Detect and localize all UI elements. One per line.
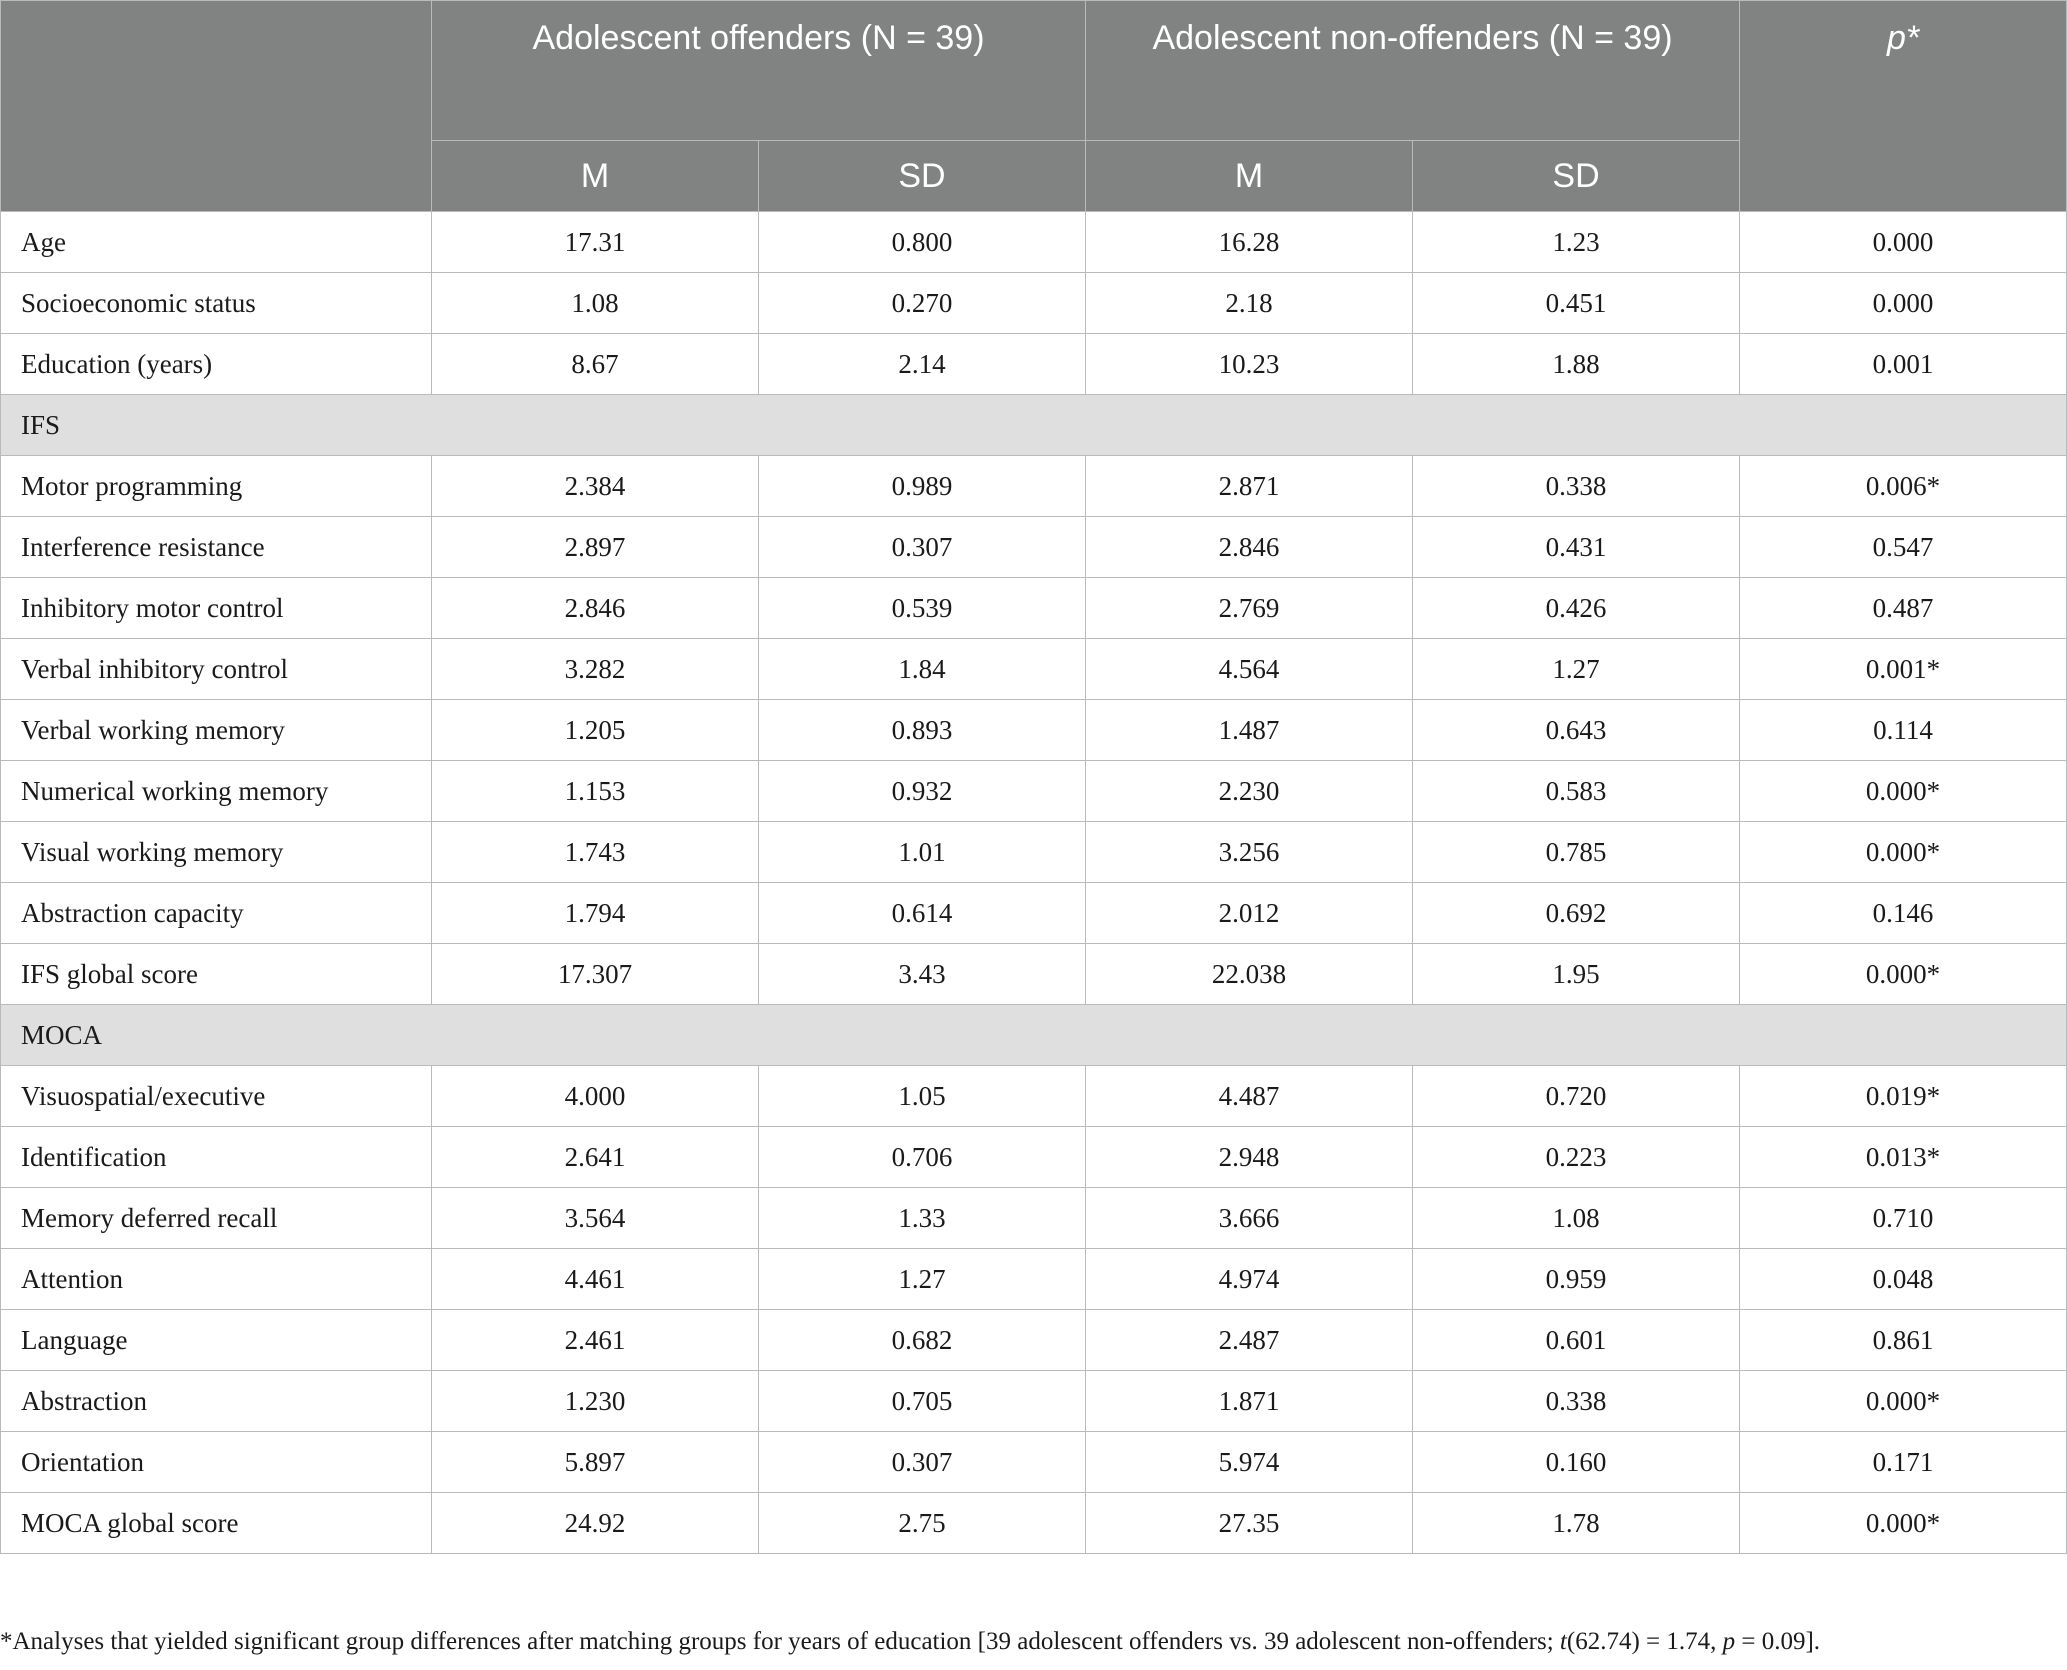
- header-offenders: Adolescent offenders (N = 39): [432, 1, 1086, 141]
- offenders-mean-cell: 1.205: [432, 700, 759, 761]
- table-row: [1, 1249, 2067, 1310]
- table-row: [1, 761, 2067, 822]
- non-offenders-mean-cell: 3.666: [1086, 1188, 1413, 1249]
- non-offenders-sd-cell: 0.583: [1413, 761, 1740, 822]
- offenders-mean-cell: 24.92: [432, 1493, 759, 1554]
- row-label: Visuospatial/executive: [1, 1066, 432, 1127]
- non-offenders-mean-cell: 5.974: [1086, 1432, 1413, 1493]
- non-offenders-mean-cell: 2.012: [1086, 883, 1413, 944]
- offenders-mean-cell: 2.641: [432, 1127, 759, 1188]
- header-p-value: p*: [1740, 1, 2067, 212]
- row-label: Attention: [1, 1249, 432, 1310]
- non-offenders-sd-cell: 0.451: [1413, 273, 1740, 334]
- header-non-offenders-sd: SD: [1413, 141, 1740, 212]
- non-offenders-sd-cell: 0.160: [1413, 1432, 1740, 1493]
- row-label: IFS global score: [1, 944, 432, 1005]
- row-label: MOCA global score: [1, 1493, 432, 1554]
- table-row: [1, 1310, 2067, 1371]
- offenders-sd-cell: 1.33: [759, 1188, 1086, 1249]
- non-offenders-mean-cell: 10.23: [1086, 334, 1413, 395]
- offenders-sd-cell: 1.01: [759, 822, 1086, 883]
- p-value-cell: 0.114: [1740, 700, 2067, 761]
- offenders-sd-cell: 0.893: [759, 700, 1086, 761]
- row-label: Numerical working memory: [1, 761, 432, 822]
- table-body: [1, 212, 2067, 1554]
- non-offenders-sd-cell: 1.08: [1413, 1188, 1740, 1249]
- table-row: [1, 1066, 2067, 1127]
- non-offenders-mean-cell: 2.948: [1086, 1127, 1413, 1188]
- offenders-mean-cell: 2.897: [432, 517, 759, 578]
- non-offenders-sd-cell: 0.643: [1413, 700, 1740, 761]
- table-row: [1, 456, 2067, 517]
- offenders-mean-cell: 1.153: [432, 761, 759, 822]
- offenders-mean-cell: 1.230: [432, 1371, 759, 1432]
- table-row: [1, 517, 2067, 578]
- section-row: [1, 1005, 2067, 1066]
- table-row: [1, 273, 2067, 334]
- non-offenders-sd-cell: 0.720: [1413, 1066, 1740, 1127]
- non-offenders-sd-cell: 0.426: [1413, 578, 1740, 639]
- row-label: Identification: [1, 1127, 432, 1188]
- table-row: [1, 212, 2067, 273]
- offenders-sd-cell: 0.932: [759, 761, 1086, 822]
- non-offenders-mean-cell: 1.871: [1086, 1371, 1413, 1432]
- offenders-sd-cell: 0.800: [759, 212, 1086, 273]
- non-offenders-sd-cell: 0.785: [1413, 822, 1740, 883]
- offenders-sd-cell: 0.307: [759, 1432, 1086, 1493]
- header-offenders-mean: M: [432, 141, 759, 212]
- footnote-text-1: *Analyses that yielded significant group differences after matching groups for years of education [39 adolescent offenders vs. 39 adolescent non-offenders;: [0, 1628, 1560, 1655]
- non-offenders-mean-cell: 4.974: [1086, 1249, 1413, 1310]
- p-value-cell: 0.000*: [1740, 1371, 2067, 1432]
- header-offenders-sd: SD: [759, 141, 1086, 212]
- offenders-sd-cell: 0.539: [759, 578, 1086, 639]
- non-offenders-mean-cell: 1.487: [1086, 700, 1413, 761]
- offenders-mean-cell: 2.461: [432, 1310, 759, 1371]
- p-value-cell: 0.000*: [1740, 822, 2067, 883]
- offenders-mean-cell: 1.794: [432, 883, 759, 944]
- p-value-cell: 0.001*: [1740, 639, 2067, 700]
- offenders-sd-cell: 1.27: [759, 1249, 1086, 1310]
- table-row: [1, 700, 2067, 761]
- table-row: [1, 1188, 2067, 1249]
- row-label: Language: [1, 1310, 432, 1371]
- non-offenders-sd-cell: 0.431: [1413, 517, 1740, 578]
- section-label: MOCA: [1, 1005, 2067, 1066]
- row-label: Abstraction capacity: [1, 883, 432, 944]
- p-value-cell: 0.547: [1740, 517, 2067, 578]
- non-offenders-sd-cell: 0.338: [1413, 1371, 1740, 1432]
- table-row: [1, 822, 2067, 883]
- non-offenders-sd-cell: 1.88: [1413, 334, 1740, 395]
- row-label: Orientation: [1, 1432, 432, 1493]
- non-offenders-mean-cell: 2.769: [1086, 578, 1413, 639]
- offenders-mean-cell: 3.282: [432, 639, 759, 700]
- non-offenders-sd-cell: 0.223: [1413, 1127, 1740, 1188]
- offenders-mean-cell: 4.461: [432, 1249, 759, 1310]
- offenders-sd-cell: 3.43: [759, 944, 1086, 1005]
- offenders-sd-cell: 1.05: [759, 1066, 1086, 1127]
- header-non-offenders: Adolescent non-offenders (N = 39): [1086, 1, 1740, 141]
- non-offenders-mean-cell: 2.846: [1086, 517, 1413, 578]
- p-value-cell: 0.000*: [1740, 1493, 2067, 1554]
- table-row: [1, 639, 2067, 700]
- row-label: Inhibitory motor control: [1, 578, 432, 639]
- offenders-mean-cell: 8.67: [432, 334, 759, 395]
- p-value-cell: 0.001: [1740, 334, 2067, 395]
- non-offenders-mean-cell: 27.35: [1086, 1493, 1413, 1554]
- offenders-sd-cell: 2.75: [759, 1493, 1086, 1554]
- footnote: [0, 1628, 2067, 1656]
- non-offenders-mean-cell: 16.28: [1086, 212, 1413, 273]
- non-offenders-mean-cell: 4.487: [1086, 1066, 1413, 1127]
- footnote-text-3: = 0.09].: [1735, 1628, 1821, 1655]
- non-offenders-sd-cell: 1.78: [1413, 1493, 1740, 1554]
- offenders-mean-cell: 17.31: [432, 212, 759, 273]
- offenders-sd-cell: 2.14: [759, 334, 1086, 395]
- header-non-offenders-mean: M: [1086, 141, 1413, 212]
- offenders-mean-cell: 17.307: [432, 944, 759, 1005]
- p-value-cell: 0.000: [1740, 212, 2067, 273]
- offenders-sd-cell: 0.270: [759, 273, 1086, 334]
- offenders-sd-cell: 0.307: [759, 517, 1086, 578]
- offenders-sd-cell: 0.705: [759, 1371, 1086, 1432]
- non-offenders-sd-cell: 1.23: [1413, 212, 1740, 273]
- non-offenders-mean-cell: 4.564: [1086, 639, 1413, 700]
- offenders-sd-cell: 0.989: [759, 456, 1086, 517]
- row-label: Verbal working memory: [1, 700, 432, 761]
- p-value-cell: 0.710: [1740, 1188, 2067, 1249]
- non-offenders-mean-cell: 2.18: [1086, 273, 1413, 334]
- table-row: [1, 1127, 2067, 1188]
- offenders-sd-cell: 0.614: [759, 883, 1086, 944]
- offenders-mean-cell: 4.000: [432, 1066, 759, 1127]
- non-offenders-sd-cell: 0.692: [1413, 883, 1740, 944]
- row-label: Visual working memory: [1, 822, 432, 883]
- row-label: Socioeconomic status: [1, 273, 432, 334]
- table-row: [1, 1493, 2067, 1554]
- table-row: [1, 334, 2067, 395]
- p-value-cell: 0.006*: [1740, 456, 2067, 517]
- table-row: [1, 883, 2067, 944]
- non-offenders-mean-cell: 2.871: [1086, 456, 1413, 517]
- row-label: Education (years): [1, 334, 432, 395]
- footnote-text-2: (62.74) = 1.74,: [1566, 1628, 1723, 1655]
- p-value-cell: 0.146: [1740, 883, 2067, 944]
- offenders-sd-cell: 0.706: [759, 1127, 1086, 1188]
- footnote-t-symbol: t: [1559, 1628, 1567, 1655]
- header-row-groups: [1, 1, 2067, 141]
- p-value-cell: 0.000*: [1740, 944, 2067, 1005]
- row-label: Age: [1, 212, 432, 273]
- offenders-sd-cell: 0.682: [759, 1310, 1086, 1371]
- table-row: [1, 1371, 2067, 1432]
- non-offenders-mean-cell: 3.256: [1086, 822, 1413, 883]
- offenders-mean-cell: 1.08: [432, 273, 759, 334]
- table-header: [1, 1, 2067, 212]
- offenders-mean-cell: 2.384: [432, 456, 759, 517]
- non-offenders-sd-cell: 0.959: [1413, 1249, 1740, 1310]
- p-value-cell: 0.487: [1740, 578, 2067, 639]
- offenders-mean-cell: 1.743: [432, 822, 759, 883]
- row-label: Memory deferred recall: [1, 1188, 432, 1249]
- p-value-cell: 0.013*: [1740, 1127, 2067, 1188]
- non-offenders-mean-cell: 2.487: [1086, 1310, 1413, 1371]
- p-value-cell: 0.171: [1740, 1432, 2067, 1493]
- table-row: [1, 1432, 2067, 1493]
- row-label: Verbal inhibitory control: [1, 639, 432, 700]
- p-value-cell: 0.000*: [1740, 761, 2067, 822]
- non-offenders-sd-cell: 1.95: [1413, 944, 1740, 1005]
- section-row: [1, 395, 2067, 456]
- row-label: Motor programming: [1, 456, 432, 517]
- offenders-mean-cell: 5.897: [432, 1432, 759, 1493]
- non-offenders-mean-cell: 2.230: [1086, 761, 1413, 822]
- p-value-cell: 0.048: [1740, 1249, 2067, 1310]
- p-value-cell: 0.000: [1740, 273, 2067, 334]
- non-offenders-mean-cell: 22.038: [1086, 944, 1413, 1005]
- footnote-p-symbol: p: [1722, 1628, 1736, 1655]
- p-value-cell: 0.019*: [1740, 1066, 2067, 1127]
- offenders-mean-cell: 2.846: [432, 578, 759, 639]
- offenders-sd-cell: 1.84: [759, 639, 1086, 700]
- p-value-cell: 0.861: [1740, 1310, 2067, 1371]
- non-offenders-sd-cell: 0.338: [1413, 456, 1740, 517]
- section-label: IFS: [1, 395, 2067, 456]
- offenders-mean-cell: 3.564: [432, 1188, 759, 1249]
- table-row: [1, 944, 2067, 1005]
- row-label: Abstraction: [1, 1371, 432, 1432]
- non-offenders-sd-cell: 0.601: [1413, 1310, 1740, 1371]
- header-empty-cell: [1, 1, 432, 212]
- non-offenders-sd-cell: 1.27: [1413, 639, 1740, 700]
- table-row: [1, 578, 2067, 639]
- row-label: Interference resistance: [1, 517, 432, 578]
